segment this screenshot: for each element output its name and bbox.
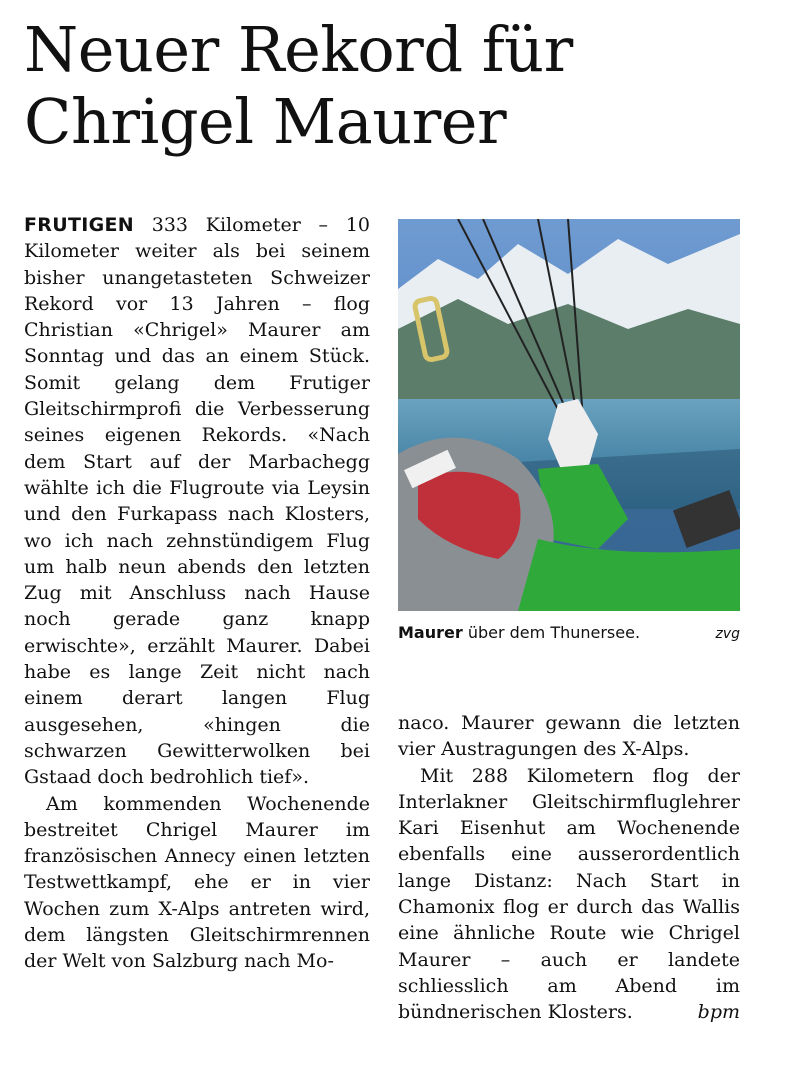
paragraph-2: Am kommenden Wochenende bestreitet Chrigel Maurer im französischen Annecy einen letzten Testwettkampf, ehe er in vier Wochen zum X-Alps antreten wird, dem längsten Gleitschirmrennen der Welt von Salzburg nach Mo- <box>24 792 370 973</box>
paragraph-3: naco. Maurer gewann die letzten vier Austragungen des X-Alps. <box>398 712 740 761</box>
kicker-location: FRUTIGEN <box>24 214 134 236</box>
article-column-right <box>398 710 740 1026</box>
paraglider-photo-illustration <box>398 219 740 611</box>
article-photo <box>398 219 740 611</box>
caption-name: Maurer <box>398 623 463 642</box>
paragraph-4-text: Mit 288 Kilometern flog der Interlakner Gleitschirmfluglehrer Kari Eisenhut am Wochenende ebenfalls eine ausserordentlich lange Distanz: Nach Start in Chamonix flog er durch das Wallis eine ähnliche Route wie Chrigel Maurer – auch er landete schliesslich am Abend im bündnerischen Klosters. <box>398 764 740 1024</box>
photo-credit: zvg <box>715 626 740 642</box>
article-column-left <box>24 212 370 1052</box>
author-initials: bpm <box>697 1001 740 1024</box>
caption-text: über dem Thunersee. <box>462 623 641 642</box>
photo-caption <box>398 622 740 644</box>
headline: Neuer Rekord für Chrigel Maurer <box>24 13 573 158</box>
paragraph-1 <box>24 212 370 791</box>
paragraph-1-text: 333 Kilometer – 10 Kilometer weiter als bei seinem bisher unangetasteten Schweizer Rekord vor 13 Jahren – flog Christian «Chrigel» Maurer am Sonntag und das an einem Stück. Somit gelang dem Frutiger Gleitschirmprofi die Verbesserung seines eigenen Rekords. «Nach dem Start auf der Marbachegg wählte ich die Flugroute via Leysin und den Furkapass nach Klosters, wo ich nach zehnstündigem Flug um halb neun abends den letzten Zug mit Anschluss nach Hause noch gerade ganz knapp erwischte», erzählt Maurer. Dabei habe es lange Zeit nicht nach einem derart langen Flug ausgesehen, «hingen die schwarzen Gewitterwolken bei Gstaad doch bedrohlich tief». <box>24 214 370 789</box>
forest-hills <box>398 299 740 409</box>
paragraph-4 <box>398 763 740 1026</box>
